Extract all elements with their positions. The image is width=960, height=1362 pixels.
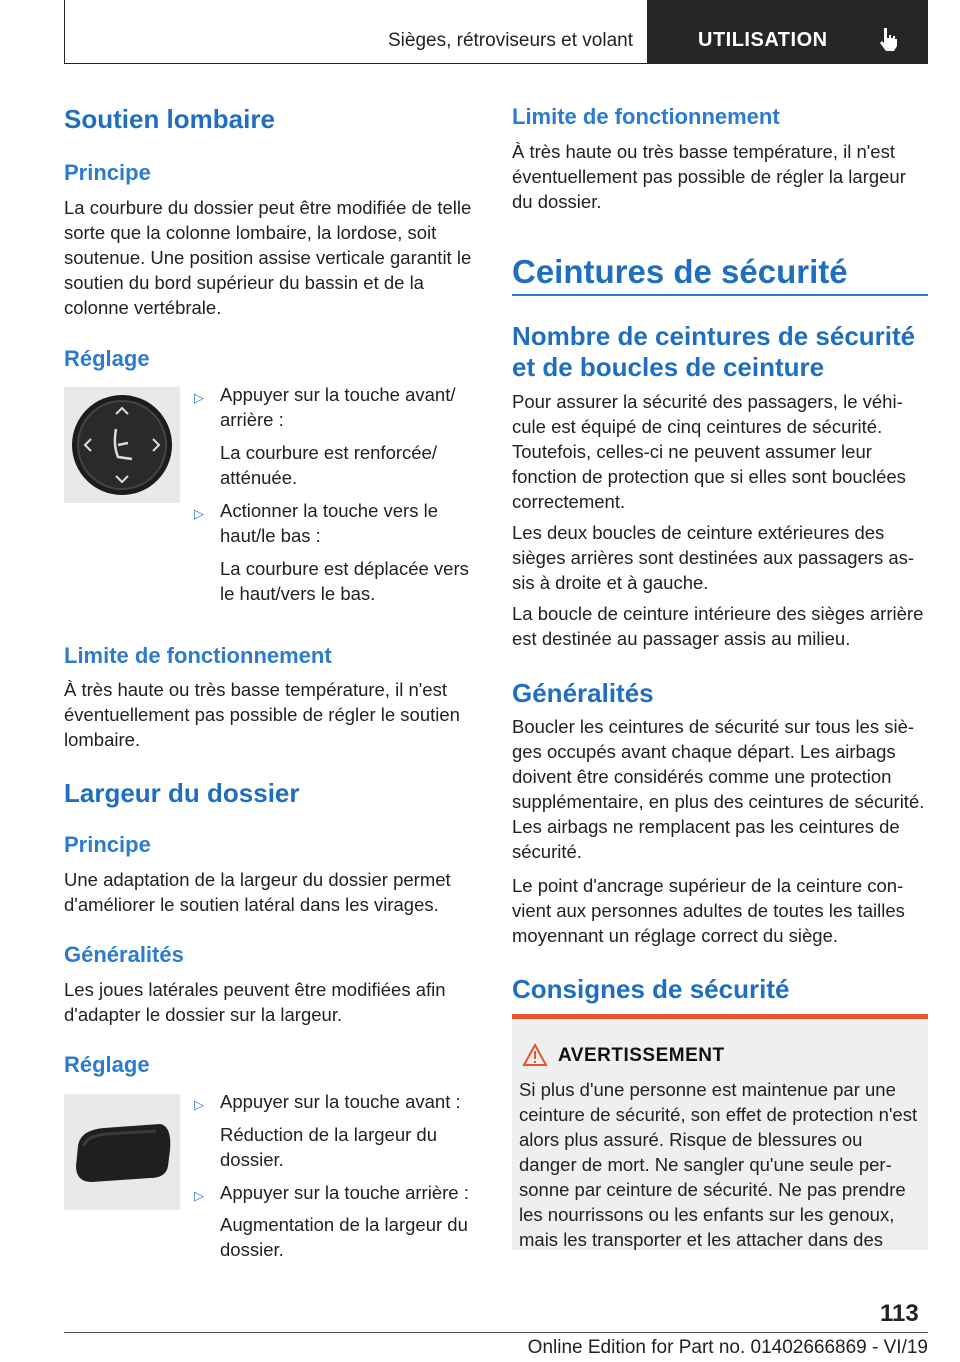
triangle-bullet-icon: ▷ bbox=[194, 1097, 204, 1112]
width-control-photo bbox=[64, 1094, 180, 1210]
width-step-1-action: Appuyer sur la touche avant : bbox=[220, 1091, 461, 1112]
backrest-width-switch-image bbox=[64, 1094, 180, 1210]
header-chapter-title: UTILISATION bbox=[698, 29, 828, 51]
footer-rule bbox=[64, 1332, 928, 1333]
triangle-bullet-icon: ▷ bbox=[194, 1188, 204, 1203]
width-step-1-result: Réduction de la largeur du dossier. bbox=[220, 1124, 438, 1170]
principe2-text: Une adaptation de la largeur du dossier permet d'améliorer le soutien latéral dans les virages. bbox=[64, 869, 451, 915]
principe-text: La courbure du dossier peut être modifiée de telle sorte que la colonne lombaire, la lordose, soit soutenue. Une position assise verticale garantit le soutien du bord supérieur du bassin et de la colonne vertébrale. bbox=[64, 197, 472, 318]
header-section-box bbox=[64, 0, 648, 64]
heading-consignes-securite: Consignes de sécurité bbox=[512, 974, 790, 1004]
triangle-bullet-icon: ▷ bbox=[194, 390, 204, 405]
generalites-paragraph-1: Boucler les ceintures de sécurité sur tous les sièges occupés avant chaque départ. Les airbags doivent être considérés comme une protection supplémentaire, en plus des ceintures de sécurité. Les airbags ne remplacent pas les ceintures de sécurité. bbox=[512, 716, 925, 862]
nombre-paragraph-1: Pour assurer la sécurité des passagers, le véhicule est équipé de cinq ceintures de sécurité. Toutefois, celles-ci ne peuvent assumer leur fonction de protection que si elles sont bouclées correctement. bbox=[512, 391, 906, 512]
page-number: 113 bbox=[880, 1300, 919, 1327]
heading-limite-fonctionnement: Limite de fonctionnement bbox=[64, 643, 332, 668]
heading-limite-fonctionnement-right: Limite de fonctionnement bbox=[512, 104, 780, 129]
nombre-paragraph-2: Les deux boucles de ceinture extérieures des sièges arrières sont destinées aux passagers assis à droite et à gauche. bbox=[512, 522, 915, 593]
heading-reglage: Réglage bbox=[64, 346, 150, 371]
warning-triangle-icon bbox=[522, 1043, 548, 1067]
header-chapter-box bbox=[648, 0, 928, 64]
footer-edition: Online Edition for Part no. 01402666869 - VI/19 bbox=[527, 1337, 928, 1358]
lumbar-control-photo bbox=[64, 387, 180, 503]
generalites-text: Les joues latérales peuvent être modifiées afin d'adapter le dossier sur la largeur. bbox=[64, 979, 446, 1025]
warning-text: Si plus d'une personne est maintenue par une ceinture de sécurité, son effet de protection n'est alors plus assuré. Risque de blessures ou danger de mort. Ne sangler qu'une seule personne par ceinture de sécurité. Ne pas prendre les nourrissons ou les enfants sur les genoux, mais les transporter et les attacher dans des bbox=[519, 1079, 918, 1250]
lumbar-step-2-action: Actionner la touche vers le haut/le bas : bbox=[220, 500, 439, 546]
section-divider bbox=[512, 294, 928, 296]
nombre-paragraph-3: La boucle de ceinture intérieure des sièges arrière est destinée au passager assis au milieu. bbox=[512, 603, 924, 649]
heading-principe: Principe bbox=[64, 160, 151, 185]
heading-nombre-ceintures: Nombre de ceintures de sécurité et de boucles de ceinture bbox=[512, 321, 916, 382]
section-title-ceintures: Ceintures de sécurité bbox=[512, 253, 848, 290]
warning-box bbox=[512, 1014, 928, 1250]
limite-text: À très haute ou très basse température, il n'est éventuellement pas possible de régler le soutien lombaire. bbox=[64, 679, 460, 750]
triangle-bullet-icon: ▷ bbox=[194, 506, 204, 521]
section-title-soutien-lombaire: Soutien lombaire bbox=[64, 104, 275, 134]
lumbar-switch-image bbox=[64, 387, 180, 503]
heading-generalites-right: Généralités bbox=[512, 678, 654, 708]
lumbar-step-1-result: La courbure est renforcée/ atténuée. bbox=[220, 442, 437, 488]
width-step-2-result: Augmentation de la largeur du dossier. bbox=[220, 1214, 468, 1260]
header-section-title: Sièges, rétroviseurs et volant bbox=[387, 30, 633, 51]
lumbar-step-2-result: La courbure est déplacée vers le haut/vers le bas. bbox=[220, 558, 469, 604]
generalites-paragraph-2: Le point d'ancrage supérieur de la ceinture convient aux personnes adultes de toutes les tailles moyennant un réglage correct du siège. bbox=[512, 875, 905, 946]
width-step-2-action: Appuyer sur la touche arrière : bbox=[220, 1182, 469, 1203]
limite-right-text: À très haute ou très basse température, il n'est éventuellement pas possible de régler la largeur du dossier. bbox=[512, 141, 906, 212]
heading-reglage-2: Réglage bbox=[64, 1052, 150, 1077]
hand-pointer-icon bbox=[878, 26, 900, 52]
section-title-largeur-dossier: Largeur du dossier bbox=[64, 778, 300, 808]
warning-title: AVERTISSEMENT bbox=[558, 1045, 725, 1066]
lumbar-step-1-action: Appuyer sur la touche avant/ arrière : bbox=[220, 384, 456, 430]
heading-principe-2: Principe bbox=[64, 832, 151, 857]
heading-generalites: Généralités bbox=[64, 942, 184, 967]
page-header bbox=[64, 0, 928, 64]
